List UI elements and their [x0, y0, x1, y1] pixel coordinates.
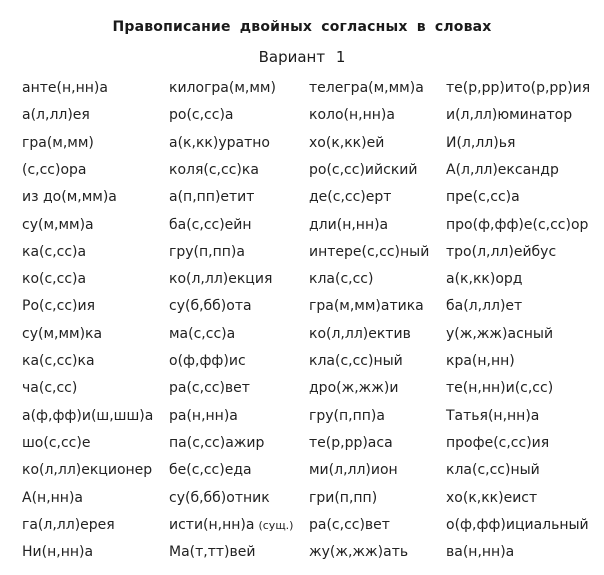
word-text: гра(м,мм) [22, 134, 94, 151]
word-cell [22, 135, 94, 151]
word-text: килогра(м,мм) [169, 80, 276, 96]
word-text: ко(л,лл)ектив [309, 325, 411, 342]
word-cell [446, 135, 515, 151]
word-text: ко(л,лл)екционер [22, 462, 153, 479]
word-text: А(л,лл)ександр [446, 161, 559, 178]
word-text: кла(с,сс) [309, 271, 374, 288]
word-text: кла(с,сс)ный [446, 462, 540, 479]
word-cell [446, 271, 522, 287]
word-text: тро(л,лл)ейбус [446, 243, 557, 260]
word-cell [169, 217, 252, 233]
word-text: су(б,бб)ота [169, 298, 252, 315]
word-text: ба(с,сс)ейн [169, 216, 252, 233]
word-cell [169, 162, 259, 178]
word-text: а(п,пп)етит [169, 189, 255, 206]
word-cell [22, 271, 86, 287]
word-text: кла(с,сс)ный [309, 353, 403, 369]
word-text: телегра(м,мм)а [309, 80, 424, 96]
word-cell [309, 244, 429, 260]
word-text: коля(с,сс)ка [169, 161, 259, 178]
word-cell [446, 380, 553, 396]
word-text: де(с,сс)ерт [309, 189, 392, 206]
word-cell [446, 490, 537, 506]
word-text: а(ф,фф)и(ш,шш)а [22, 407, 154, 424]
word-cell [169, 408, 238, 424]
word-note: (сущ.) [258, 518, 294, 532]
word-text: ко(с,сс)а [22, 271, 87, 288]
word-cell [22, 217, 94, 233]
word-cell [309, 298, 424, 314]
word-text: ро(с,сс)а [169, 107, 234, 124]
word-cell [309, 217, 388, 233]
word-text: Ро(с,сс)ия [22, 298, 95, 315]
word-text: су(б,бб)отник [169, 489, 270, 506]
word-text: пре(с,сс)а [446, 189, 520, 206]
word-cell [446, 80, 590, 96]
word-cell [169, 271, 272, 287]
word-text: гри(п,пп) [309, 489, 378, 506]
word-text: па(с,сс)ажир [169, 434, 265, 451]
word-text: те(р,рр)аса [309, 434, 393, 451]
word-cell [22, 107, 90, 123]
word-cell [169, 189, 254, 205]
word-cell [309, 408, 385, 424]
word-cell [22, 435, 90, 451]
word-text: ва(н,нн)а [446, 544, 515, 561]
word-cell [309, 490, 377, 506]
word-text: бе(с,сс)еда [169, 462, 252, 479]
word-cell [309, 435, 393, 451]
word-text: а(л,лл)ея [22, 107, 90, 124]
word-cell [309, 517, 390, 533]
word-text: интере(с,сс)ный [309, 243, 430, 260]
word-cell [169, 107, 234, 123]
word-text: а(к,кк)уратно [169, 134, 270, 151]
word-cell [22, 490, 83, 506]
word-text: коло(н,нн)а [309, 107, 395, 124]
word-text: гра(м,мм)атика [309, 298, 424, 315]
word-text: су(м,мм)а [22, 216, 94, 233]
word-text: ра(н,нн)а [169, 407, 238, 424]
word-text: исти(н,нн)а [169, 516, 255, 533]
word-cell [446, 189, 520, 205]
word-text: ми(л,лл)ион [309, 462, 398, 479]
word-cell [169, 490, 270, 506]
word-cell [22, 326, 102, 342]
word-text: ба(л,лл)ет [446, 298, 523, 315]
word-cell [446, 217, 588, 233]
word-text: из до(м,мм)а [22, 189, 117, 206]
word-cell [169, 326, 235, 342]
worksheet-title: Правописание двойных согласных в словах [112, 19, 492, 35]
word-cell [169, 135, 270, 151]
word-cell [446, 462, 540, 478]
word-cell [446, 326, 553, 342]
word-text: хо(к,кк)еист [446, 489, 538, 506]
word-cell [446, 107, 572, 123]
word-text: Ма(т,тт)вей [169, 544, 256, 561]
word-cell [22, 298, 95, 314]
word-text: те(н,нн)и(с,сс) [446, 380, 554, 397]
word-cell [169, 380, 250, 396]
word-text: га(л,лл)ерея [22, 516, 115, 533]
word-cell [446, 162, 559, 178]
word-text: о(ф,фф)ис [169, 353, 246, 369]
word-text: гру(п,пп)а [309, 407, 385, 424]
word-cell [22, 517, 115, 533]
word-cell [446, 435, 549, 451]
word-text: ро(с,сс)ийский [309, 161, 418, 178]
word-cell [169, 244, 245, 260]
word-cell [309, 271, 373, 287]
word-cell [309, 544, 408, 560]
word-cell [446, 298, 522, 314]
word-cell [169, 298, 252, 314]
word-text: те(р,рр)ито(р,рр)ия [446, 80, 591, 96]
word-cell [446, 353, 515, 369]
word-cell [22, 80, 108, 96]
word-cell [22, 544, 93, 560]
word-cell [446, 408, 539, 424]
word-text: шо(с,сс)е [22, 434, 91, 451]
word-text: жу(ж,жж)ать [309, 544, 409, 561]
word-cell [309, 107, 395, 123]
word-text: профе(с,сс)ия [446, 434, 550, 451]
word-text: гру(п,пп)а [169, 243, 245, 260]
word-text: ка(с,сс)ка [22, 353, 95, 369]
word-cell [22, 244, 86, 260]
word-text: кра(н,нн) [446, 353, 515, 369]
word-text: ма(с,сс)а [169, 325, 236, 342]
word-text: а(к,кк)орд [446, 271, 523, 288]
word-text: ча(с,сс) [22, 380, 78, 397]
word-text: ко(л,лл)екция [169, 271, 273, 288]
worksheet-variant: Вариант 1 [258, 48, 346, 66]
word-text: о(ф,фф)ициальный [446, 516, 589, 533]
word-text: ра(с,сс)вет [169, 380, 250, 397]
word-text: су(м,мм)ка [22, 325, 103, 342]
word-cell [309, 353, 403, 369]
word-cell [22, 162, 87, 178]
word-cell [169, 544, 255, 560]
word-text: и(л,лл)юминатор [446, 107, 573, 124]
word-cell [22, 380, 77, 396]
word-cell [446, 517, 589, 533]
word-cell [22, 408, 153, 424]
word-cell [309, 462, 398, 478]
word-text: ра(с,сс)вет [309, 516, 390, 533]
word-cell [309, 326, 411, 342]
word-cell [169, 462, 252, 478]
word-text: анте(н,нн)а [22, 80, 108, 96]
word-text: дли(н,нн)а [309, 216, 389, 233]
word-cell [309, 80, 424, 96]
word-cell [22, 189, 117, 205]
word-cell [309, 135, 384, 151]
word-cell [309, 380, 398, 396]
word-cell [446, 544, 514, 560]
word-text: Ни(н,нн)а [22, 544, 94, 561]
word-cell [309, 162, 417, 178]
word-cell [22, 462, 152, 478]
word-cell [22, 353, 95, 369]
word-cell [169, 517, 293, 534]
word-cell [169, 353, 246, 369]
word-text: у(ж,жж)асный [446, 325, 554, 342]
word-cell [309, 189, 391, 205]
word-text: хо(к,кк)ей [309, 134, 385, 151]
word-cell [169, 435, 264, 451]
word-text: А(н,нн)а [22, 489, 83, 506]
word-cell [169, 80, 276, 96]
word-cell [446, 244, 556, 260]
word-text: И(л,лл)ья [446, 134, 516, 151]
word-text: Татья(н,нн)а [446, 407, 540, 424]
word-text: (с,сс)ора [22, 161, 87, 178]
word-text: про(ф,фф)е(с,сс)ор [446, 216, 589, 233]
word-text: дро(ж,жж)и [309, 380, 399, 397]
word-text: ка(с,сс)а [22, 243, 87, 260]
